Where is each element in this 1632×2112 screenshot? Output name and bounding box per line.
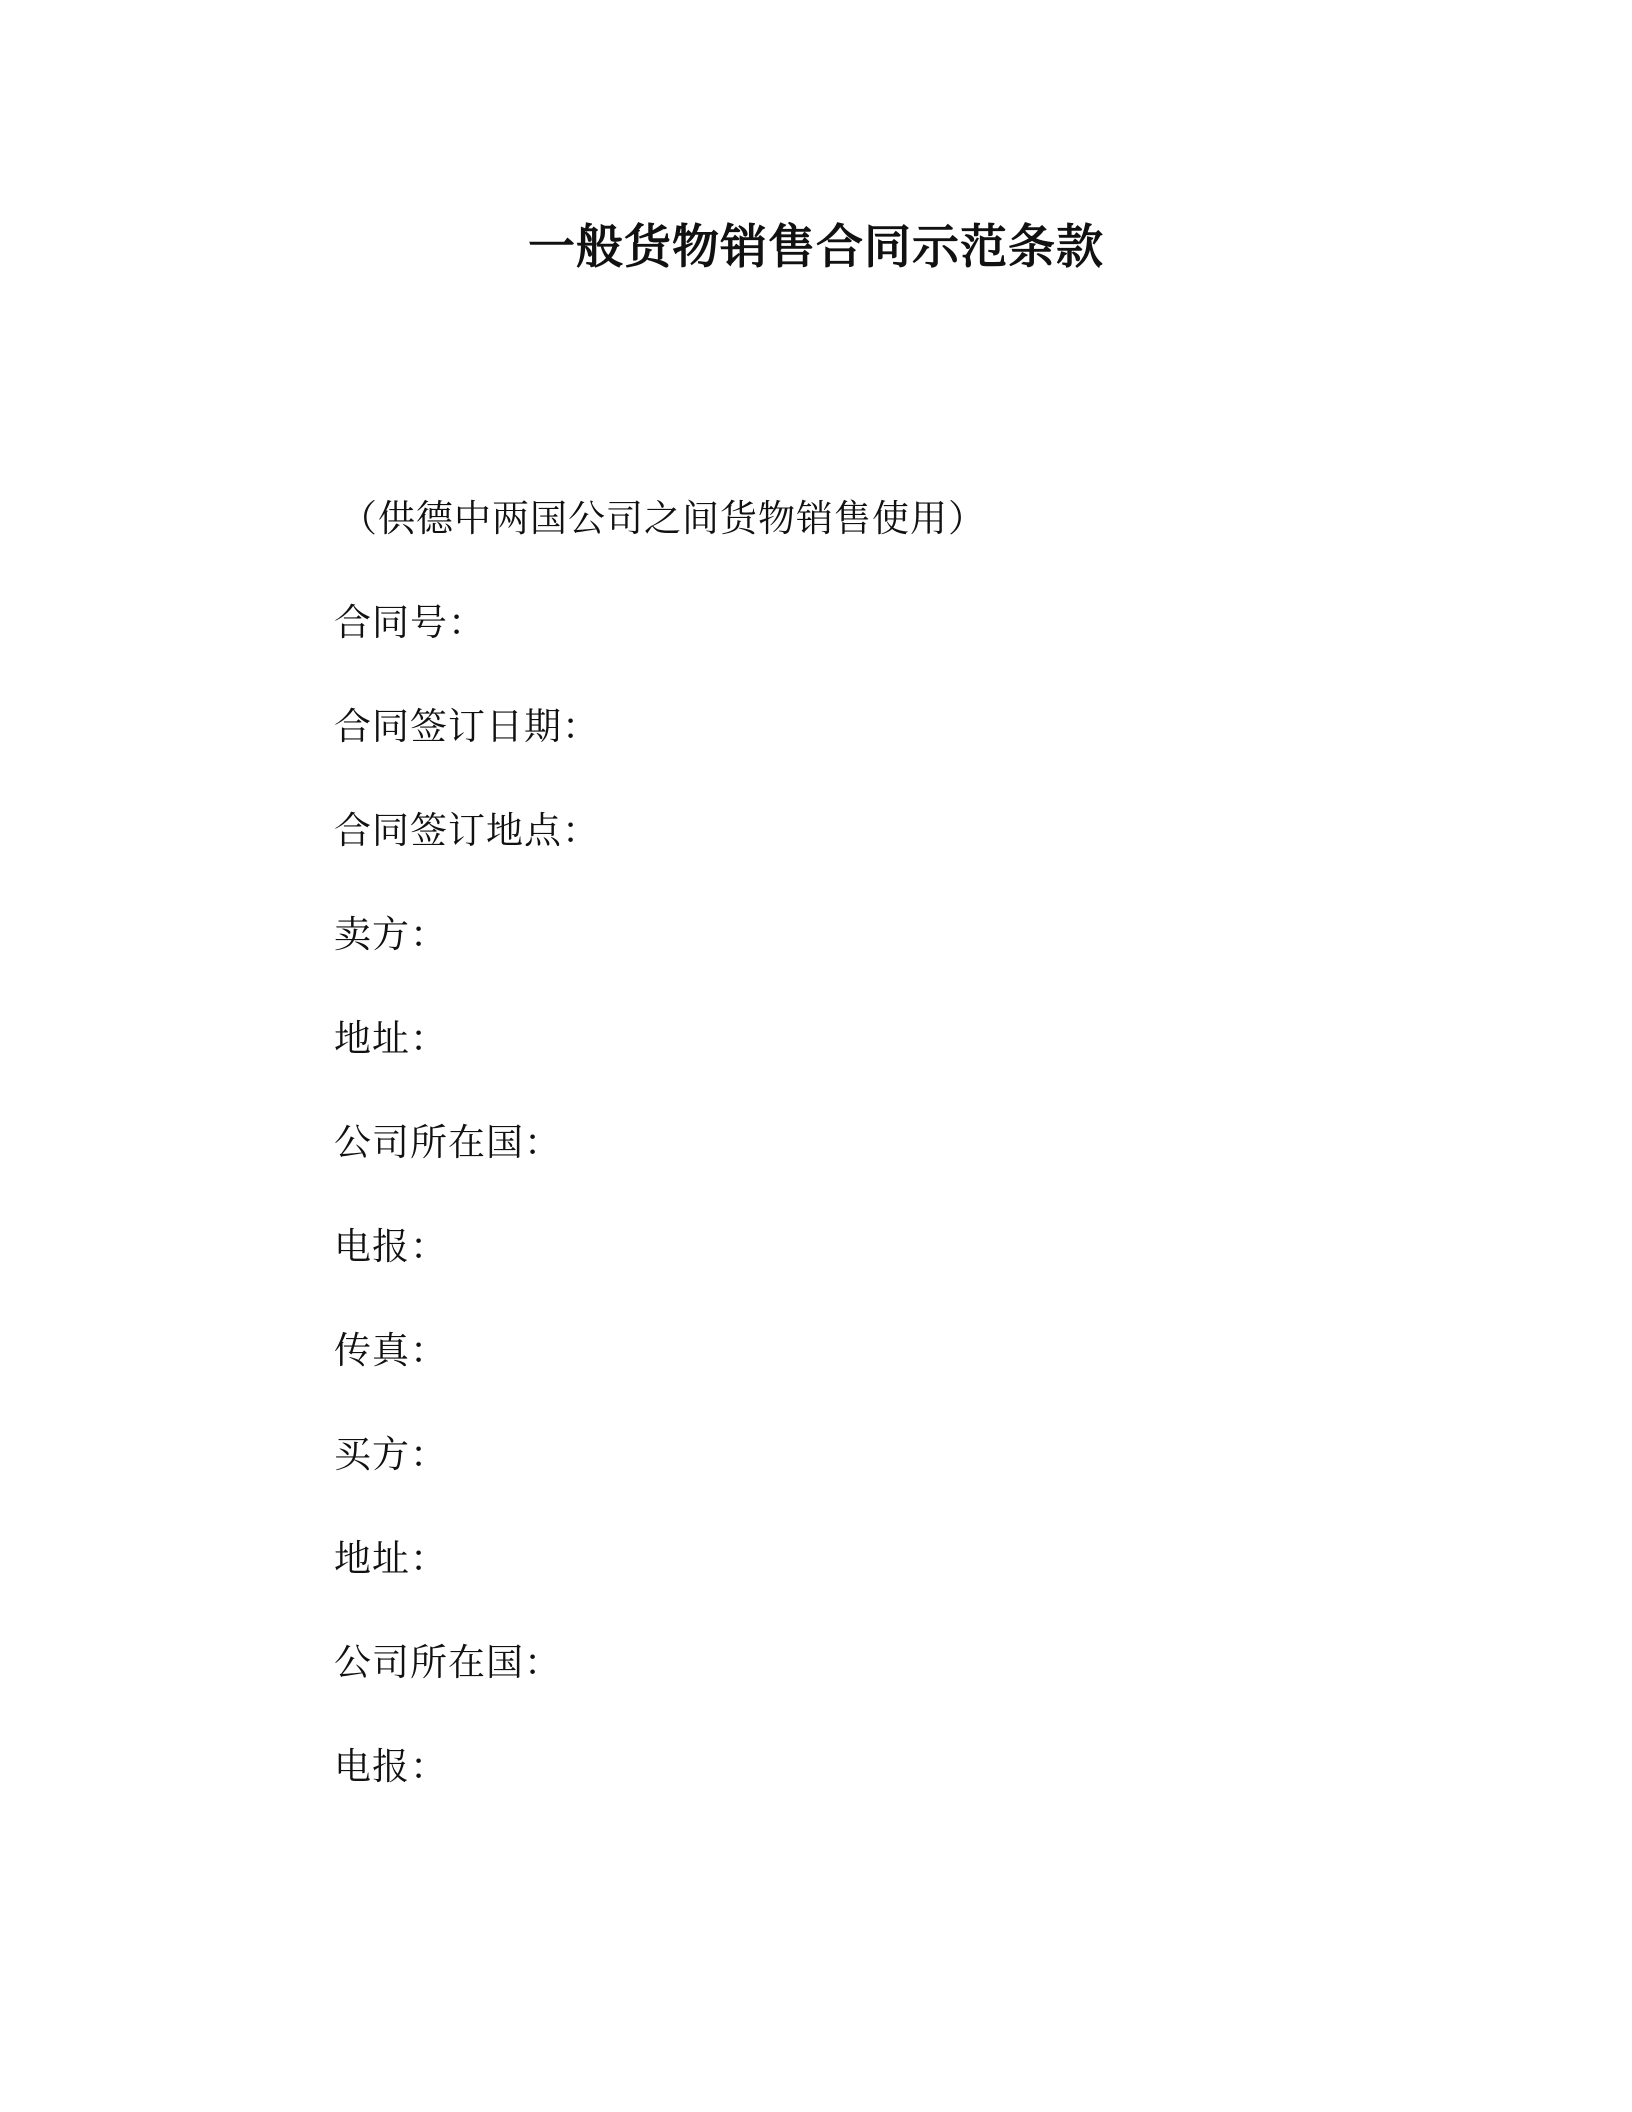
field-label: 买方： [334,1433,448,1476]
field-label: 电报： [334,1225,448,1268]
contract-fields-list [334,598,600,1846]
field-label: 电报： [334,1745,448,1788]
field-seller-fax [334,1326,600,1430]
field-label: 地址： [334,1017,448,1060]
field-label: 传真： [334,1329,448,1372]
document-subtitle: （供德中两国公司之间货物销售使用） [340,497,986,540]
field-contract-number [334,598,600,702]
field-label: 合同签订日期： [334,705,600,748]
field-buyer [334,1430,600,1534]
field-label: 地址： [334,1537,448,1580]
field-label: 公司所在国： [334,1641,562,1684]
field-label: 合同号： [334,601,486,644]
field-signing-place [334,806,600,910]
field-label: 卖方： [334,913,448,956]
field-label: 合同签订地点： [334,809,600,852]
field-buyer-telegram [334,1742,600,1846]
document-title: 一般货物销售合同示范条款 [528,220,1104,275]
field-seller [334,910,600,1014]
field-signing-date [334,702,600,806]
field-label: 公司所在国： [334,1121,562,1164]
field-seller-country [334,1118,600,1222]
field-seller-telegram [334,1222,600,1326]
field-seller-address [334,1014,600,1118]
field-buyer-address [334,1534,600,1638]
field-buyer-country [334,1638,600,1742]
